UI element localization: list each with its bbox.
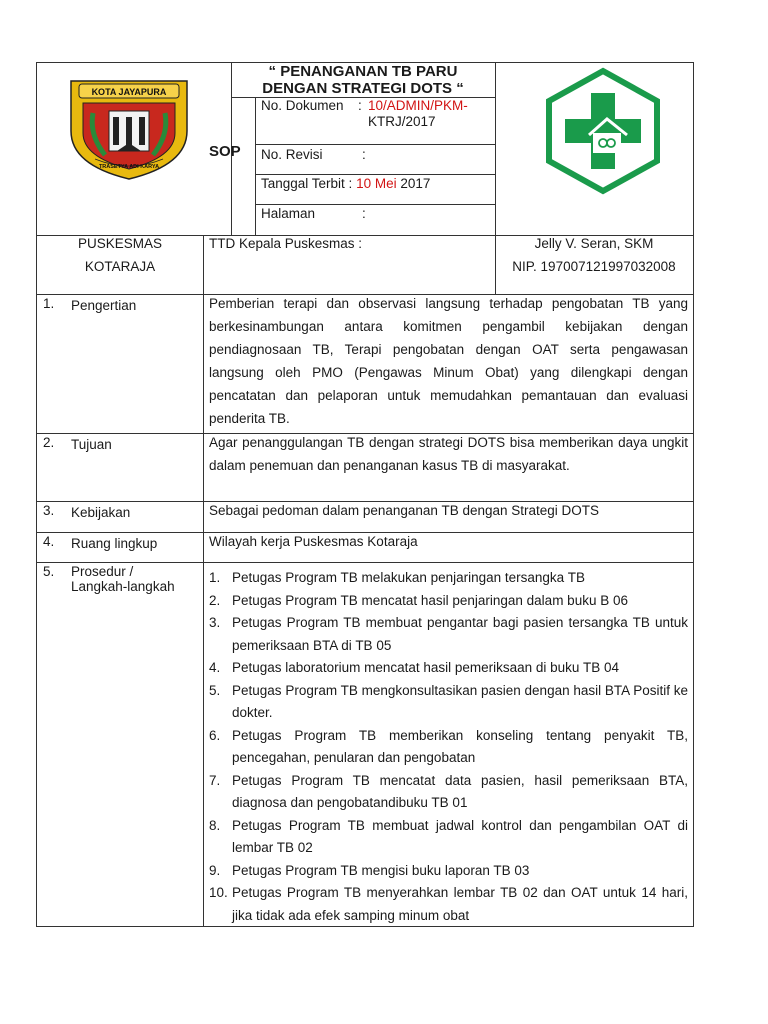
section-label: Ruang lingkup: [71, 536, 158, 551]
procedure-step: [209, 882, 688, 927]
divider: [255, 204, 495, 205]
section-label: Pengertian: [71, 298, 137, 313]
step-text: Petugas Program TB mengkonsultasikan pasien dengan hasil BTA Positif ke dokter.: [232, 682, 688, 720]
step-number: 2.: [209, 592, 221, 608]
procedure-step: [209, 860, 688, 883]
section-label: Kebijakan: [71, 505, 131, 520]
step-number: 7.: [209, 772, 221, 788]
step-text: Petugas Program TB mencatat data pasien, hasil pemeriksaan BTA, diagnosa dan pengobatandibuku TB 01: [232, 772, 688, 810]
tanggal-terbit-year: 2017: [400, 176, 431, 191]
no-revisi-label: No. Revisi: [261, 147, 323, 162]
divider: [203, 236, 204, 294]
section-pengertian: [37, 295, 693, 434]
procedure-step: [209, 612, 688, 657]
tanggal-terbit: [261, 176, 430, 191]
kota-jayapura-logo: [65, 73, 193, 183]
divider: [495, 63, 496, 235]
title-line-1: “ PENANGANAN TB PARU: [268, 63, 458, 80]
step-number: 10.: [209, 885, 228, 900]
step-text: Petugas Program TB mencatat hasil penjaringan dalam buku B 06: [232, 592, 628, 608]
divider: [255, 97, 256, 235]
tanggal-terbit-date: 10 Mei: [356, 176, 397, 191]
section-number: 2.: [43, 435, 55, 450]
divider: [255, 144, 495, 145]
section-kebijakan: [37, 502, 693, 533]
step-number: 6.: [209, 727, 221, 743]
no-dokumen-value: 10/ADMIN/PKM-: [368, 98, 468, 113]
procedure-step: [209, 680, 688, 725]
no-dokumen-colon: :: [358, 98, 362, 113]
step-number: 4.: [209, 660, 221, 675]
logo-city-text: KOTA JAYAPURA: [91, 87, 167, 97]
logo-motto-text: TRASETYA ADI KARYA: [98, 164, 160, 170]
step-text: Petugas Program TB melakukan penjaringan tersangka TB: [232, 570, 585, 585]
no-revisi-colon: :: [362, 147, 366, 162]
tanggal-terbit-label: Tanggal Terbit :: [261, 176, 353, 191]
step-number: 1.: [209, 570, 221, 585]
step-number: 8.: [209, 817, 221, 833]
no-dokumen-label: No. Dokumen: [261, 98, 344, 113]
signature-row: [36, 236, 694, 294]
ttd-kepala-label: TTD Kepala Puskesmas :: [209, 236, 363, 251]
procedure-step: [209, 770, 688, 815]
section-number: 5.: [43, 564, 55, 579]
section-ruang-lingkup: [37, 533, 693, 563]
divider: [255, 174, 495, 175]
section-tujuan: [37, 434, 693, 502]
procedure-steps-list: [209, 567, 688, 927]
halaman-label: Halaman: [261, 206, 316, 221]
puskesmas-name-line1: PUSKESMAS: [77, 236, 163, 251]
section-label: Tujuan: [71, 437, 112, 452]
step-text: Petugas Program TB membuat jadwal kontrol dan pengambilan OAT di lembar TB 02: [232, 817, 688, 855]
step-text: Petugas Program TB memberikan konseling tentang penyakit TB, pencegahan, penularan dan pengobatan: [232, 727, 688, 765]
step-text: Petugas laboratorium mencatat hasil pemeriksaan di buku TB 04: [232, 660, 619, 675]
section-number: 3.: [43, 503, 55, 518]
halaman-colon: :: [362, 206, 366, 221]
sop-label: SOP: [209, 143, 241, 160]
step-number: 9.: [209, 862, 221, 878]
section-label-line1: Prosedur /: [71, 564, 134, 579]
procedure-step: [209, 590, 688, 613]
title-line-2: DENGAN STRATEGI DOTS “: [262, 80, 464, 97]
procedure-step: [209, 657, 688, 680]
procedure-step: [209, 725, 688, 770]
sop-header: [36, 62, 694, 236]
section-content: Sebagai pedoman dalam penanganan TB dengan Strategi DOTS: [209, 503, 600, 518]
signatory-nip: NIP. 197007121997032008: [512, 259, 676, 274]
section-number: 4.: [43, 534, 55, 549]
puskesmas-logo: [541, 67, 665, 195]
signatory-name: Jelly V. Seran, SKM: [534, 236, 654, 251]
section-prosedur: [37, 563, 693, 926]
section-number: 1.: [43, 296, 55, 311]
procedure-step: [209, 815, 688, 860]
section-content: Wilayah kerja Puskesmas Kotaraja: [209, 534, 418, 549]
section-label-line2: Langkah-langkah: [71, 579, 175, 594]
section-content: Agar penanggulangan TB dengan strategi DOTS bisa memberikan daya ungkit dalam penemuan dan penanganan kasus TB di masyarakat.: [209, 435, 688, 473]
section-content: Pemberian terapi dan observasi langsung terhadap pengobatan TB yang berkesinambungan antara komitmen pengambil kebijakan dengan pendiagnosaan TB, Terapi pengobatan dengan OAT serta pengawasan langsung oleh PMO (Pengawas Minum Obat) yang dilengkapi dengan pencatatan dan pelaporan untuk memudahkan pemantauan dan evaluasi penderita TB.: [209, 296, 688, 426]
step-text: Petugas Program TB membuat pengantar bagi pasien tersangka TB untuk pemeriksaan BTA di TB 05: [232, 615, 688, 653]
step-number: 5.: [209, 682, 221, 698]
document-title: [231, 63, 495, 97]
step-text: Petugas Program TB menyerahkan lembar TB 02 dan OAT untuk 14 hari, jika tidak ada efek samping minum obat: [232, 885, 688, 923]
step-number: 3.: [209, 615, 221, 630]
sop-content-table: [36, 294, 694, 927]
no-dokumen-value-cont: KTRJ/2017: [368, 114, 436, 129]
procedure-step: [209, 567, 688, 590]
step-text: Petugas Program TB mengisi buku laporan TB 03: [232, 862, 530, 878]
puskesmas-name-line2: KOTARAJA: [84, 259, 156, 274]
